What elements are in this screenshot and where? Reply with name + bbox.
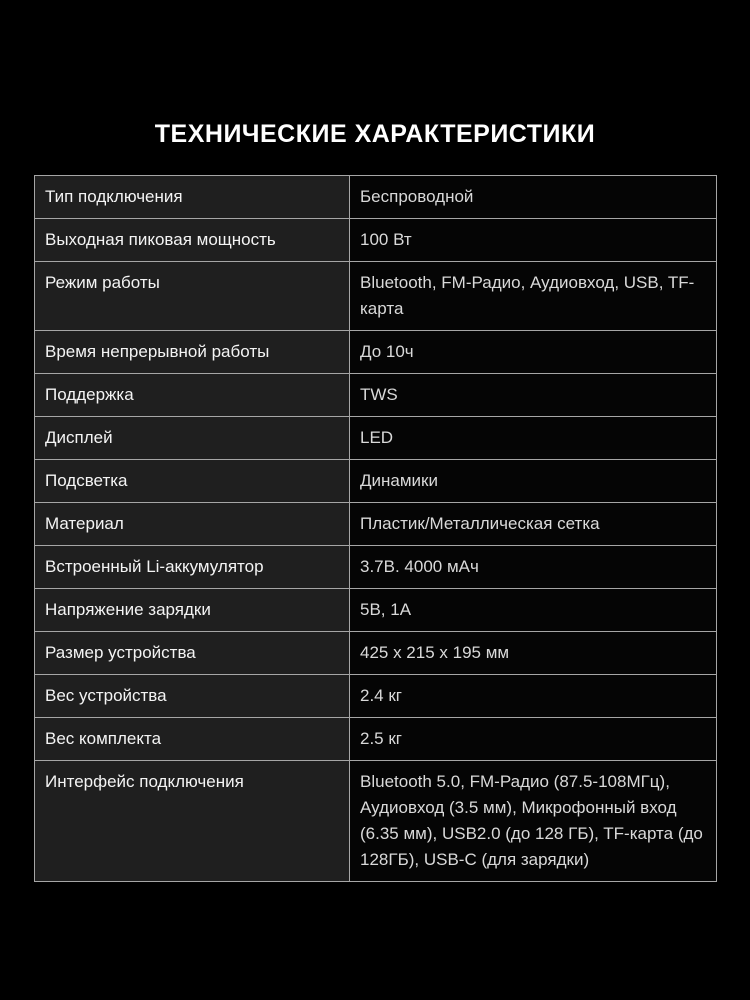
spec-label: Выходная пиковая мощность bbox=[35, 219, 350, 262]
table-row bbox=[35, 460, 717, 503]
spec-label: Интерфейс подключения bbox=[35, 761, 350, 882]
spec-label: Встроенный Li-аккумулятор bbox=[35, 546, 350, 589]
spec-value: Беспроводной bbox=[350, 176, 717, 219]
spec-value: Динамики bbox=[350, 460, 717, 503]
spec-label: Напряжение зарядки bbox=[35, 589, 350, 632]
spec-value: 425 x 215 x 195 мм bbox=[350, 632, 717, 675]
spec-label: Режим работы bbox=[35, 262, 350, 331]
table-row bbox=[35, 219, 717, 262]
spec-value: 100 Вт bbox=[350, 219, 717, 262]
spec-table bbox=[34, 175, 717, 882]
spec-value: Bluetooth 5.0, FM-Радио (87.5-108МГц), Аудиовход (3.5 мм), Микрофонный вход (6.35 мм), USB2.0 (до 128 ГБ), TF-карта (до 128ГБ), USB-C (для зарядки) bbox=[350, 761, 717, 882]
spec-label: Тип подключения bbox=[35, 176, 350, 219]
spec-label: Размер устройства bbox=[35, 632, 350, 675]
table-row bbox=[35, 503, 717, 546]
table-row bbox=[35, 262, 717, 331]
spec-value: TWS bbox=[350, 374, 717, 417]
spec-value: 3.7В. 4000 мАч bbox=[350, 546, 717, 589]
table-row bbox=[35, 632, 717, 675]
table-row bbox=[35, 675, 717, 718]
spec-label: Дисплей bbox=[35, 417, 350, 460]
spec-value: LED bbox=[350, 417, 717, 460]
spec-value: 2.5 кг bbox=[350, 718, 717, 761]
spec-label: Подсветка bbox=[35, 460, 350, 503]
spec-table-body bbox=[35, 176, 717, 882]
spec-label: Поддержка bbox=[35, 374, 350, 417]
spec-label: Время непрерывной работы bbox=[35, 331, 350, 374]
spec-label: Вес устройства bbox=[35, 675, 350, 718]
spec-value: Пластик/Металлическая сетка bbox=[350, 503, 717, 546]
table-row bbox=[35, 546, 717, 589]
spec-value: 5В, 1А bbox=[350, 589, 717, 632]
table-row bbox=[35, 176, 717, 219]
table-row bbox=[35, 331, 717, 374]
table-row bbox=[35, 374, 717, 417]
page-title: ТЕХНИЧЕСКИЕ ХАРАКТЕРИСТИКИ bbox=[154, 120, 596, 148]
spec-value: 2.4 кг bbox=[350, 675, 717, 718]
table-row bbox=[35, 718, 717, 761]
table-row bbox=[35, 417, 717, 460]
spec-label: Материал bbox=[35, 503, 350, 546]
spec-value: До 10ч bbox=[350, 331, 717, 374]
spec-label: Вес комплекта bbox=[35, 718, 350, 761]
table-row bbox=[35, 761, 717, 882]
spec-value: Bluetooth, FM-Радио, Аудиовход, USB, TF-карта bbox=[350, 262, 717, 331]
table-row bbox=[35, 589, 717, 632]
